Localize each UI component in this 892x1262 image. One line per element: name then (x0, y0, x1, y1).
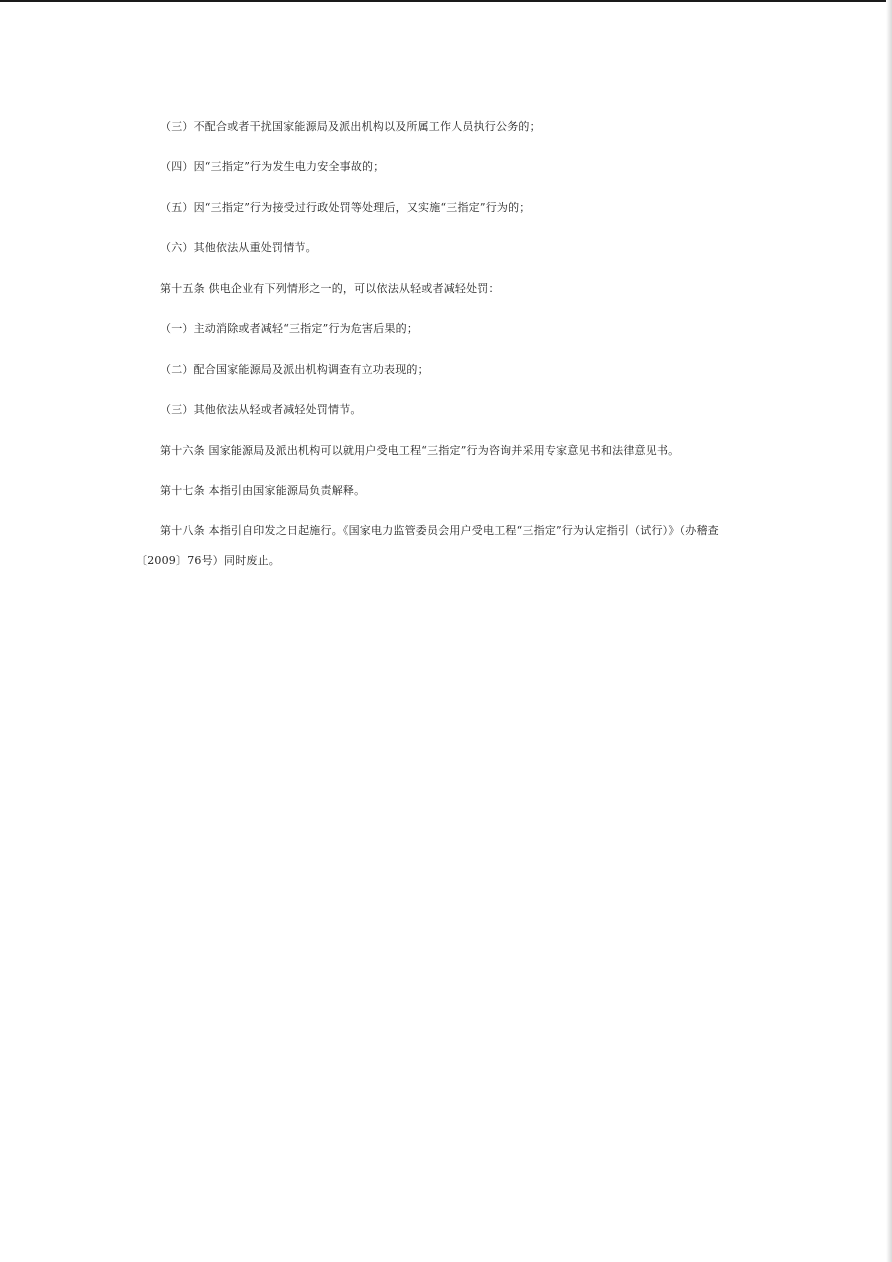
article-16: 第十六条 国家能源局及派出机构可以就用户受电工程“三指定”行为咨询并采用专家意见书和法律意见书。 (160, 444, 680, 457)
page-edge-shadow (886, 0, 892, 1262)
clause-item-1-mitigating: （一）主动消除或者减轻“三指定”行为危害后果的； (160, 322, 419, 335)
article-17: 第十七条 本指引由国家能源局负责解释。 (160, 484, 366, 497)
clause-item-6-aggravating: （六）其他依法从重处罚情节。 (160, 241, 317, 254)
article-15: 第十五条 供电企业有下列情形之一的，可以依法从轻或者减轻处罚： (160, 282, 500, 295)
article-18: 第十八条 本指引自印发之日起施行。《国家电力监管委员会用户受电工程“三指定”行为认定指引（试行）》（办稽查〔2009〕76号）同时废止。 (136, 524, 719, 567)
clause-item-3-aggravating: （三）不配合或者干扰国家能源局及派出机构以及所属工作人员执行公务的； (160, 120, 541, 133)
clause-item-4-aggravating: （四）因“三指定”行为发生电力安全事故的； (160, 160, 385, 173)
clause-item-2-mitigating: （二）配合国家能源局及派出机构调查有立功表现的； (160, 363, 429, 376)
clause-item-5-aggravating: （五）因“三指定”行为接受过行政处罚等处理后，又实施“三指定”行为的； (160, 201, 531, 214)
clause-item-3-mitigating: （三）其他依法从轻或者减轻处罚情节。 (160, 403, 362, 416)
top-border (0, 0, 892, 2)
